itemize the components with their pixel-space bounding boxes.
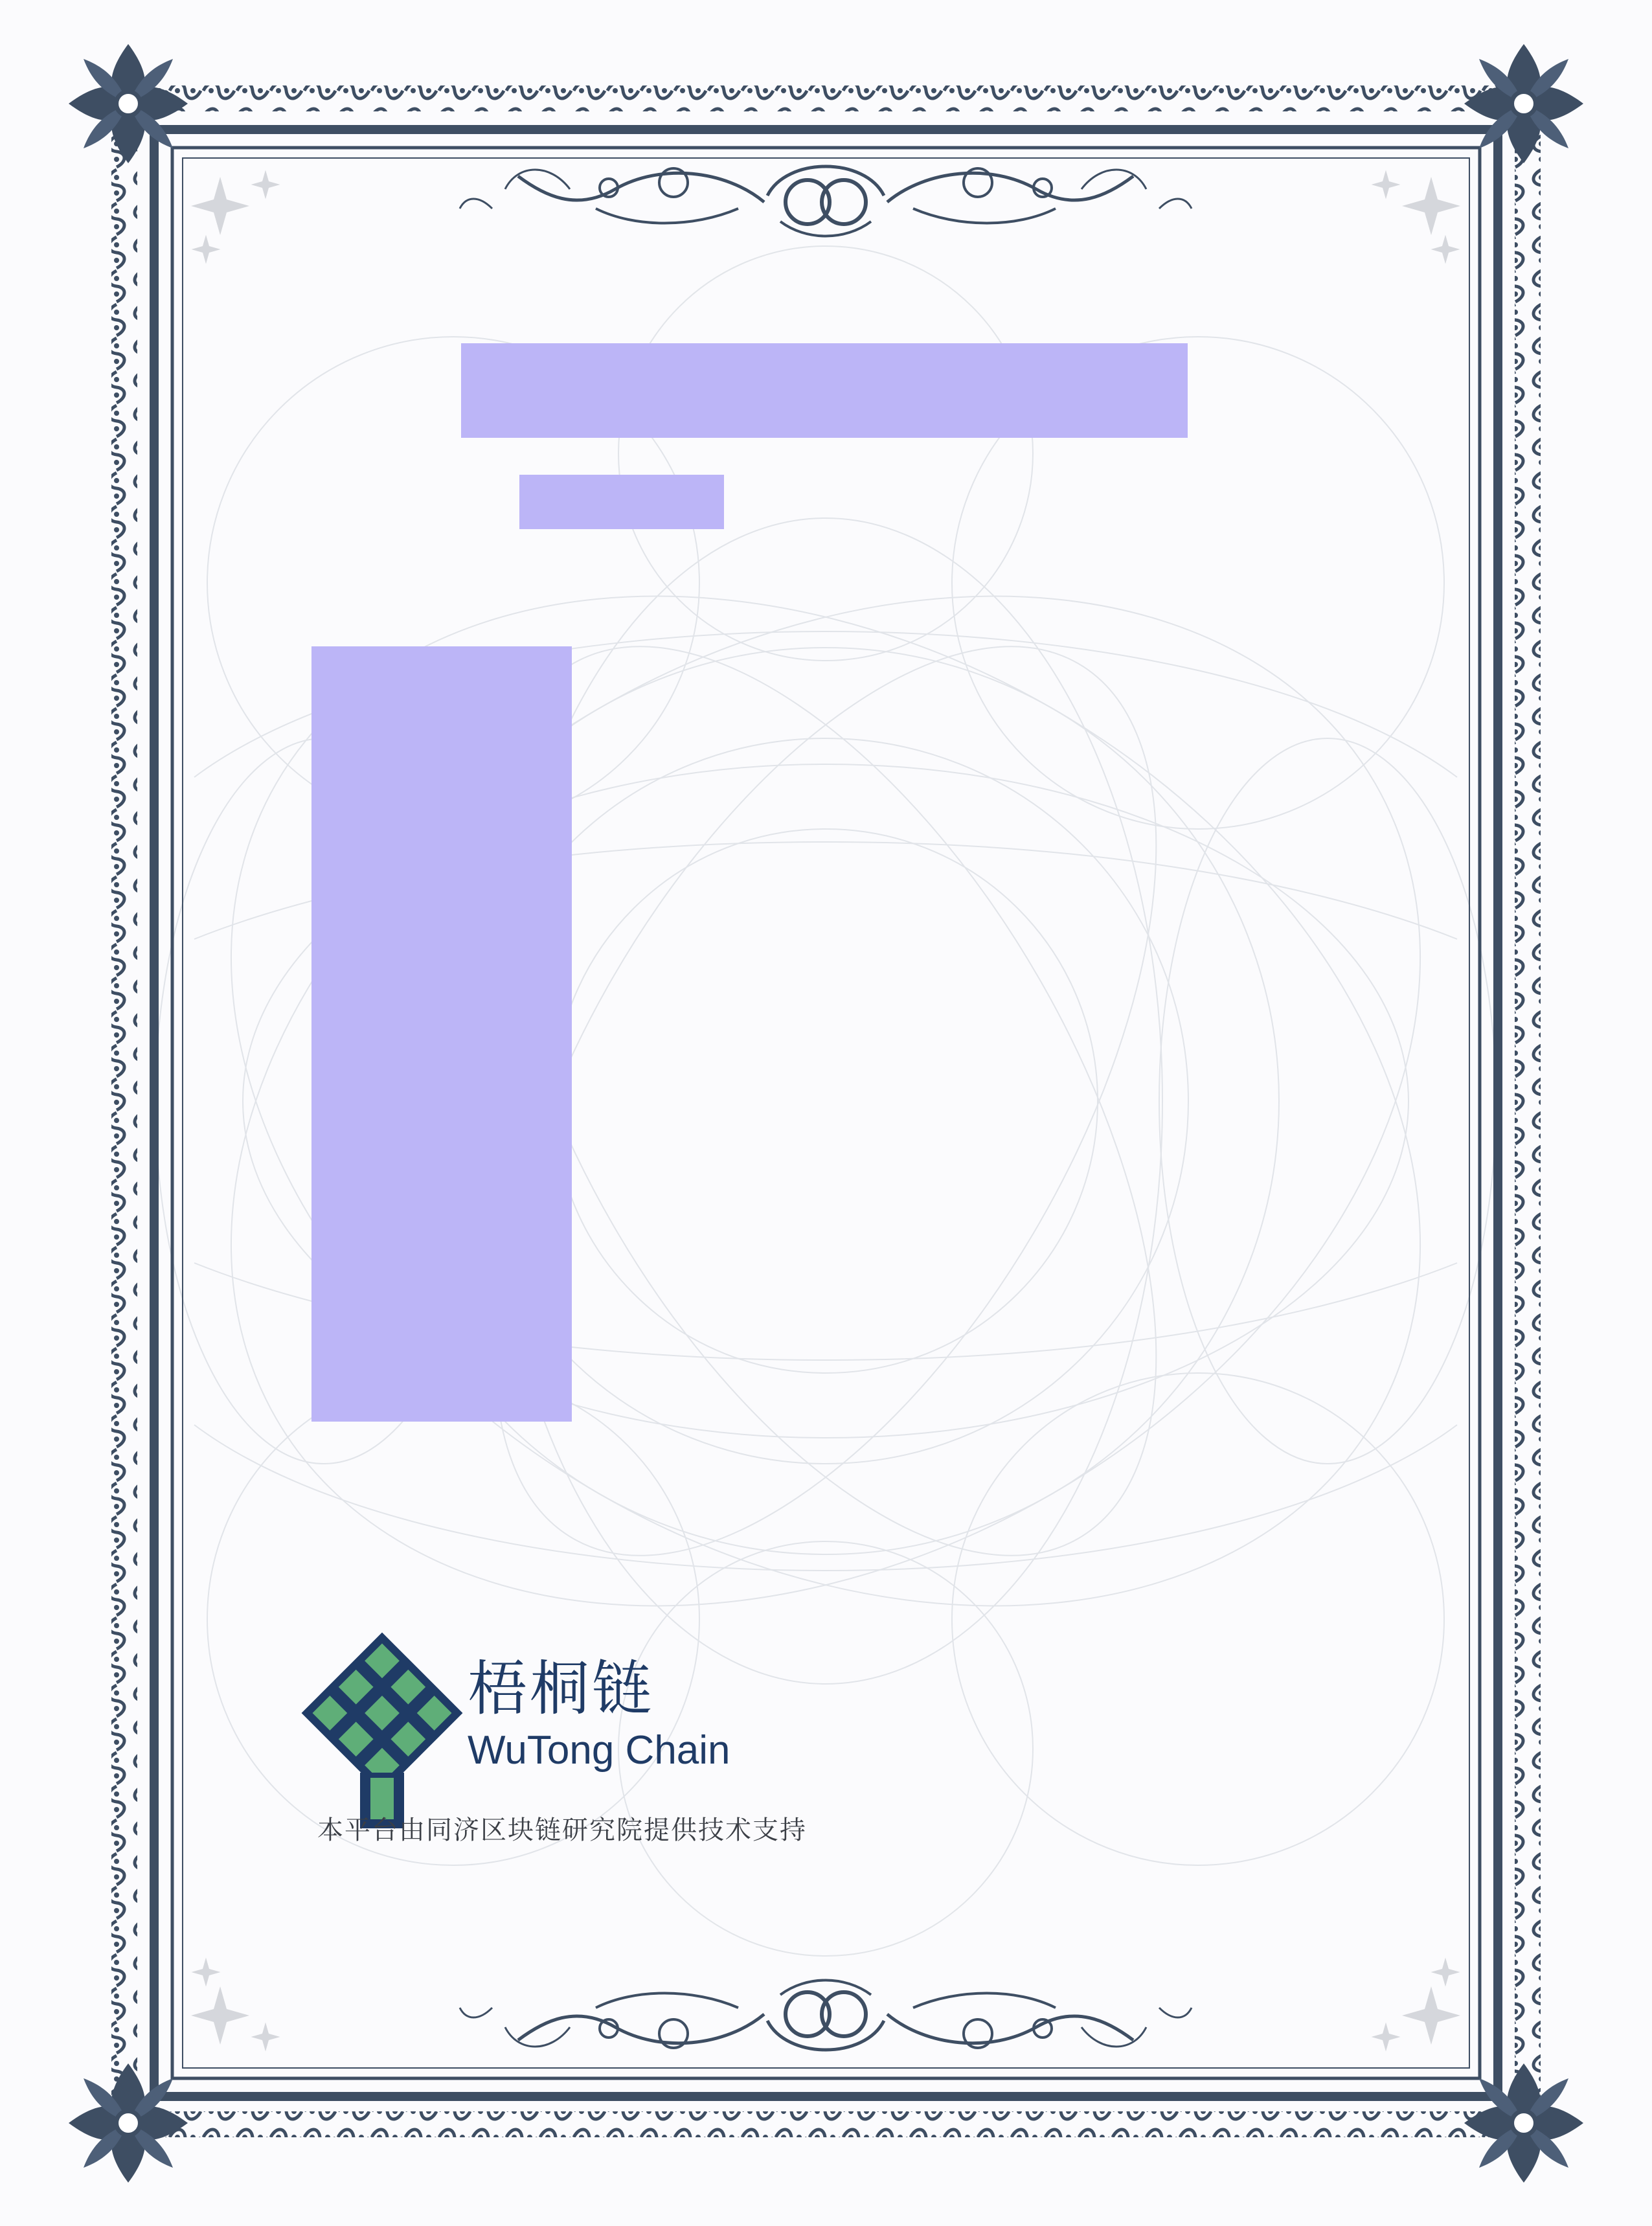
chinese-knot-logo-icon — [302, 1633, 463, 1828]
guilloche-pattern — [49, 246, 1601, 1956]
redacted-body — [311, 646, 572, 1422]
brand-name-cn: 梧桐链 — [468, 1654, 655, 1723]
tech-support-text: 本平台由同济区块链研究院提供技术支持 — [317, 1815, 807, 1845]
top-flourish — [460, 166, 1192, 236]
brand-name-en: WuTong Chain — [468, 1728, 730, 1773]
redacted-title — [461, 343, 1188, 438]
bottom-flourish — [460, 1981, 1192, 2050]
redacted-subtitle — [519, 475, 724, 529]
